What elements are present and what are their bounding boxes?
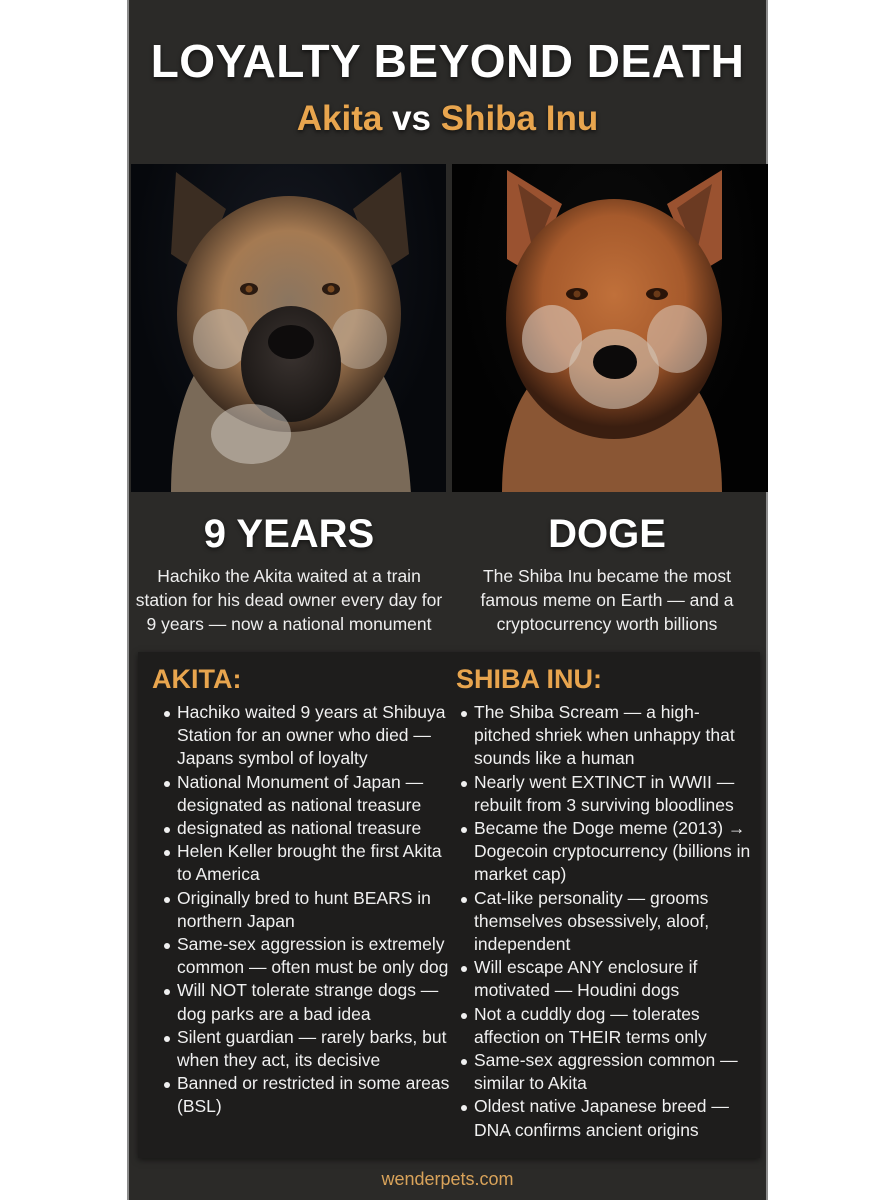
list-item: Silent guardian — rarely barks, but when they act, its decisive: [152, 1026, 452, 1072]
shiba-facts: [456, 666, 756, 1142]
akita-photo: [131, 164, 446, 492]
list-item: National Monument of Japan — designated as national treasure: [152, 771, 452, 817]
akita-stat-headline: 9 YEARS: [203, 512, 375, 556]
akita-facts: [152, 666, 452, 1119]
list-item: Will escape ANY enclosure if motivated — Houdini dogs: [456, 956, 756, 1002]
list-item: Originally bred to hunt BEARS in northern Japan: [152, 887, 452, 933]
page-subtitle: [129, 101, 766, 136]
footer-site: wenderpets.com: [381, 1169, 514, 1189]
list-item: Banned or restricted in some areas (BSL): [152, 1072, 452, 1118]
shiba-dog-icon: [452, 164, 768, 492]
akita-fact-list: [152, 701, 452, 1119]
shiba-photo: [452, 164, 768, 492]
facts-card: [138, 652, 760, 1158]
shiba-stat-description: The Shiba Inu became the most famous meme on Earth — and a cryptocurrency worth billions: [480, 566, 734, 634]
list-item: Hachiko waited 9 years at Shibuya Station for an owner who died — Japans symbol of loyalty: [152, 701, 452, 771]
infographic-panel: [127, 0, 768, 1200]
list-item: Oldest native Japanese breed — DNA confirms ancient origins: [456, 1095, 756, 1141]
list-item: Cat-like personality — grooms themselves obsessively, aloof, independent: [456, 887, 756, 957]
subtitle-shiba: Shiba Inu: [440, 99, 599, 138]
shiba-fact-list: [456, 701, 756, 1142]
shiba-stat: [447, 492, 767, 636]
list-item: Will NOT tolerate strange dogs — dog parks are a bad idea: [152, 979, 452, 1025]
list-item: Became the Doge meme (2013) → Dogecoin cryptocurrency (billions in market cap): [456, 817, 756, 887]
subtitle-vs: vs: [382, 99, 441, 138]
akita-stat: [129, 492, 449, 636]
list-item: The Shiba Scream — a high-pitched shriek when unhappy that sounds like a human: [456, 701, 756, 771]
list-item: Same-sex aggression is extremely common — often must be only dog: [152, 933, 452, 979]
header: [129, 0, 766, 164]
subtitle-akita: Akita: [296, 99, 383, 138]
list-item: Same-sex aggression common — similar to Akita: [456, 1049, 756, 1095]
akita-stat-description: Hachiko the Akita waited at a train station for his dead owner every day for 9 years — now a national monument: [135, 566, 443, 634]
shiba-stat-headline: DOGE: [548, 512, 666, 556]
list-item: Helen Keller brought the first Akita to America: [152, 840, 452, 886]
stats-row: [129, 492, 766, 652]
list-item: Not a cuddly dog — tolerates affection on THEIR terms only: [456, 1003, 756, 1049]
page-title: LOYALTY BEYOND DEATH: [150, 35, 745, 87]
list-item: designated as national treasure: [152, 817, 452, 840]
akita-dog-icon: [131, 164, 446, 492]
akita-heading: AKITA:: [152, 664, 242, 694]
list-item: Nearly went EXTINCT in WWII — rebuilt from 3 surviving bloodlines: [456, 771, 756, 817]
photo-row: [131, 164, 768, 492]
shiba-heading: SHIBA INU:: [456, 664, 602, 694]
